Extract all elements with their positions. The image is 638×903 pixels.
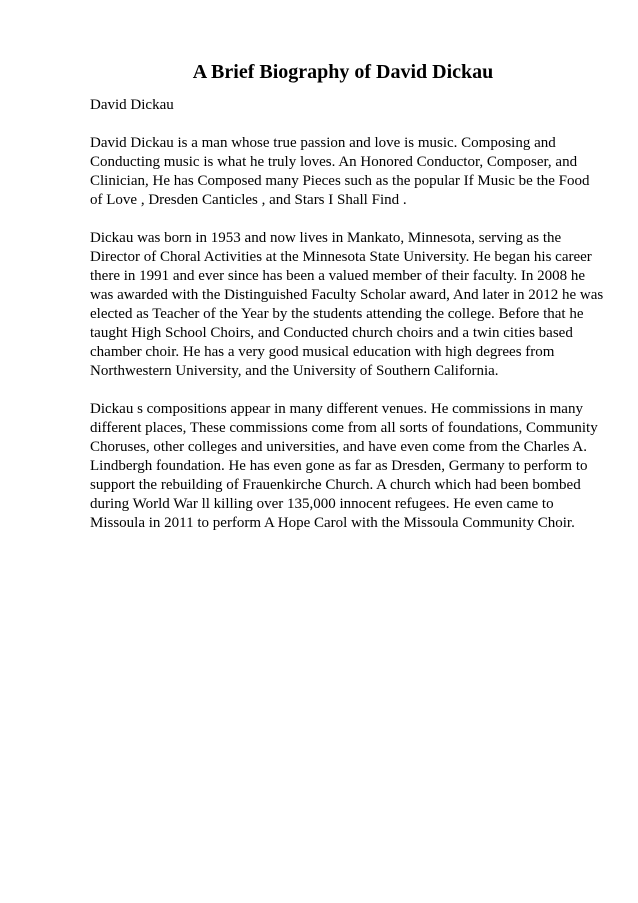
document-title: A Brief Biography of David Dickau — [192, 61, 494, 83]
paragraph-line: David Dickau is a man whose true passion and love is music. Composing and — [90, 135, 556, 151]
paragraph-line: Northwestern University, and the University of Southern California. — [90, 363, 499, 379]
paragraph-line: Director of Choral Activities at the Minnesota State University. He began his career — [90, 249, 592, 265]
paragraph-line: chamber choir. He has a very good musical education with high degrees from — [90, 344, 555, 360]
paragraph-line: Conducting music is what he truly loves. An Honored Conductor, Composer, and — [90, 154, 578, 170]
paragraph-line: Clinician, He has Composed many Pieces such as the popular If Music be the Food — [90, 173, 590, 189]
paragraph-intro — [90, 134, 600, 210]
paragraph-line: elected as Teacher of the Year by the students attending the college. Before that he — [90, 306, 584, 322]
paragraph-line: support the rebuilding of Frauenkirche Church. A church which had been bombed — [90, 477, 581, 493]
paragraph-line: of Love , Dresden Canticles , and Stars I Shall Find . — [90, 192, 407, 208]
paragraph-career — [90, 229, 604, 381]
paragraph-line: Choruses, other colleges and universities, and have even come from the Charles A. — [90, 439, 587, 455]
paragraph-line: was awarded with the Distinguished Faculty Scholar award, And later in 2012 he was — [90, 287, 604, 303]
paragraph-line: during World War ll killing over 135,000 innocent refugees. He even came to — [90, 496, 554, 512]
paragraph-line: Dickau s compositions appear in many different venues. He commissions in many — [90, 401, 583, 417]
paragraph-line: Missoula in 2011 to perform A Hope Carol with the Missoula Community Choir. — [90, 515, 575, 531]
document-body — [90, 96, 604, 552]
paragraph-line: different places, These commissions come from all sorts of foundations, Community — [90, 420, 598, 436]
paragraph-line: taught High School Choirs, and Conducted church choirs and a twin cities based — [90, 325, 573, 341]
paragraph-line: there in 1991 and ever since has been a valued member of their faculty. In 2008 he — [90, 268, 586, 284]
paragraph-line: Dickau was born in 1953 and now lives in Mankato, Minnesota, serving as the — [90, 230, 562, 246]
paragraph-compositions — [90, 400, 600, 533]
author-name: David Dickau — [90, 97, 174, 113]
paragraph-line: Lindbergh foundation. He has even gone as far as Dresden, Germany to perform to — [90, 458, 588, 474]
